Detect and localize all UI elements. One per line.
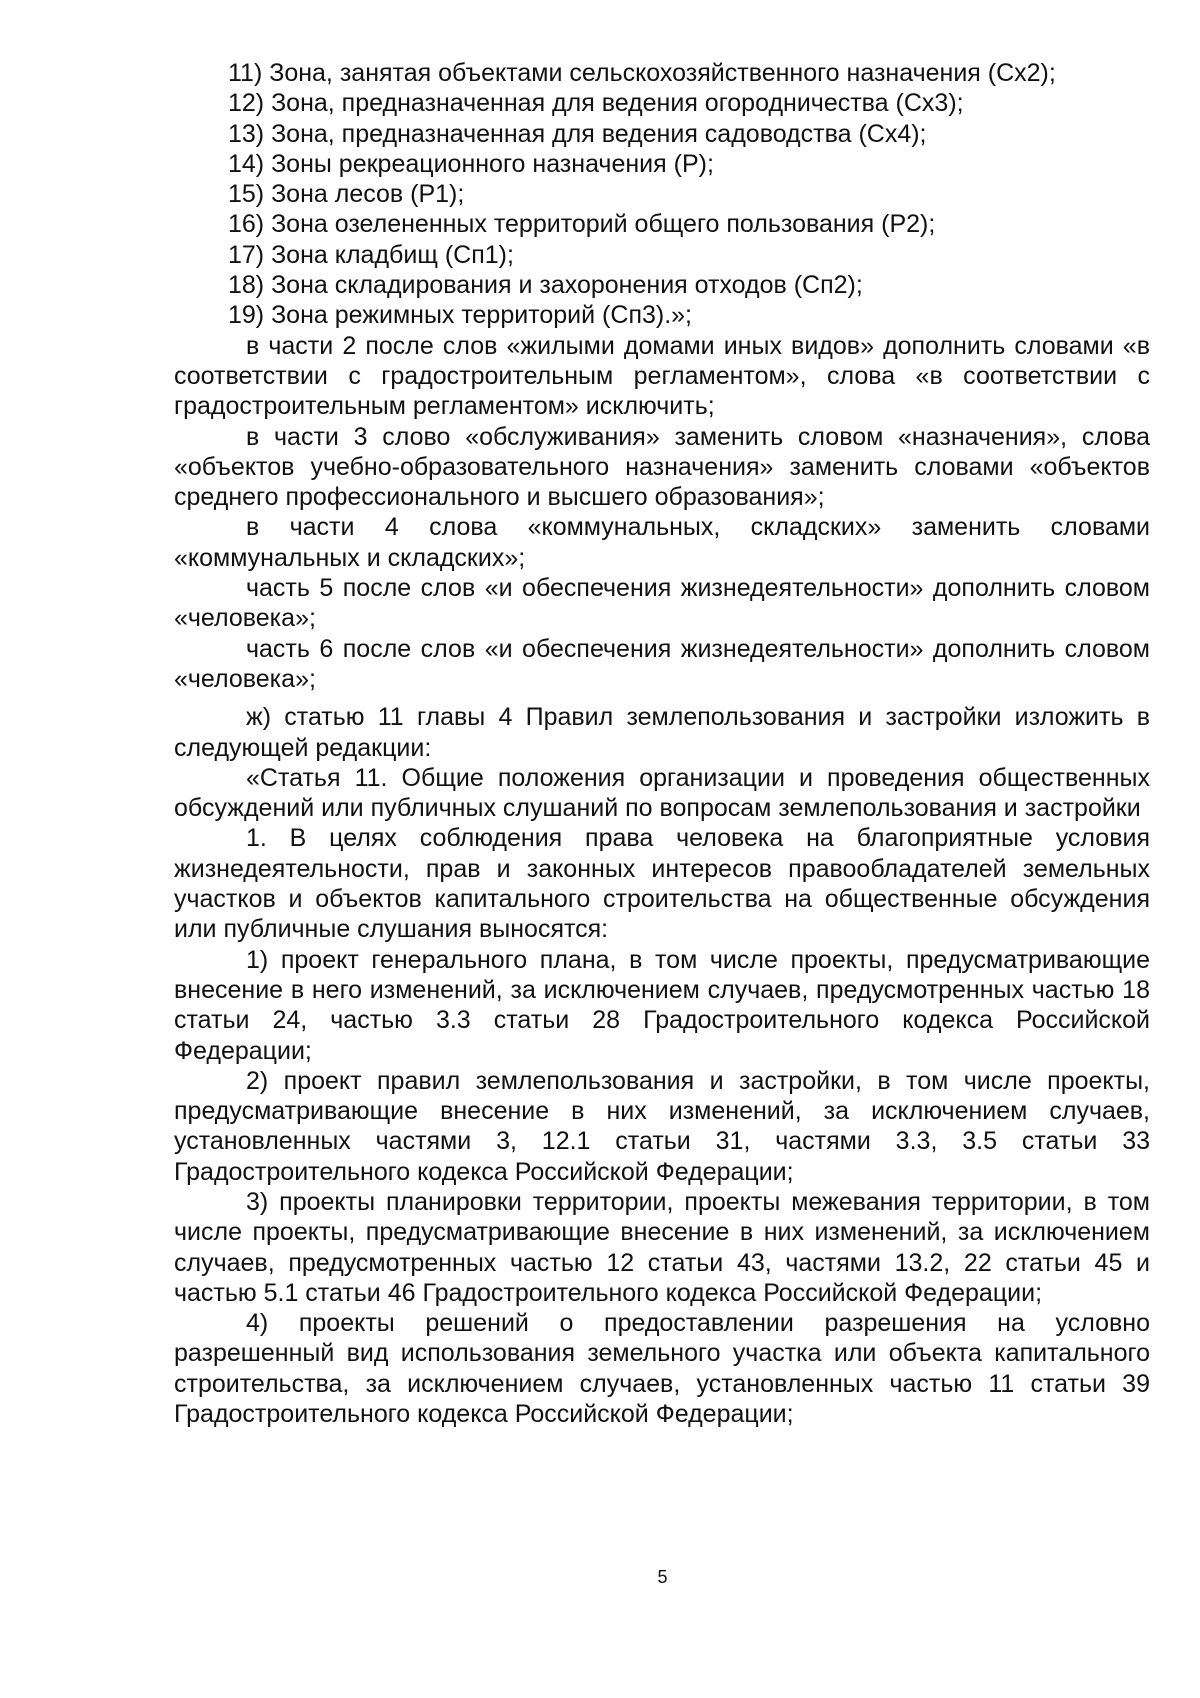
document-page xyxy=(174,58,1150,1429)
amendment-paragraph: в части 4 слова «коммунальных, складских» заменить словами «коммунальных и складских»; xyxy=(174,513,1150,572)
zone-item: 13) Зона, предназначенная для ведения садоводства (Сх4); xyxy=(228,119,927,148)
zone-list xyxy=(174,58,1150,331)
section-zh-paragraph: ж) статью 11 главы 4 Правил землепользования и застройки изложить в следующей редакции: xyxy=(174,703,1150,762)
zone-item: 11) Зона, занятая объектами сельскохозяйственного назначения (Сх2); xyxy=(228,59,1056,87)
article-clause: 1) проект генерального плана, в том числе проекты, предусматривающие внесение в него изменений, за исключением случаев, предусмотренных частью 18 статьи 24, частью 3.3 статьи 28 Градостроительного кодекса Российской Федерации; xyxy=(174,945,1150,1065)
amendment-paragraph: часть 6 после слов «и обеспечения жизнедеятельности» дополнить словом «человека»; xyxy=(174,634,1150,693)
amendment-paragraph: часть 5 после слов «и обеспечения жизнедеятельности» дополнить словом «человека»; xyxy=(174,574,1150,633)
zone-item: 18) Зона складирования и захоронения отходов (Сп2); xyxy=(228,271,863,300)
zone-item: 16) Зона озелененных территорий общего пользования (Р2); xyxy=(228,210,936,239)
article-title: «Статья 11. Общие положения организации и проведения общественных обсуждений или публичных слушаний по вопросам землепользования и застройки xyxy=(174,763,1150,823)
article-clause: 3) проекты планировки территории, проекты межевания территории, в том числе проекты, предусматривающие внесение в них изменений, за исключением случаев, предусмотренных частью 12 статьи 43, частями 13.2, 22 статьи 45 и частью 5.1 статьи 46 Градостроительного кодекса Российской Федерации; xyxy=(174,1187,1150,1307)
zone-item: 12) Зона, предназначенная для ведения огородничества (Сх3); xyxy=(228,89,964,118)
amendment-paragraph: в части 3 слово «обслуживания» заменить словом «назначения», слова «объектов учебно-образовательного назначения» заменить словами «объектов среднего профессионального и высшего образования»; xyxy=(174,422,1150,512)
amendment-paragraph: в части 2 после слов «жилыми домами иных видов» дополнить словами «в соответствии с градостроительным регламентом», слова «в соответствии с градостроительным регламентом» исключить; xyxy=(174,331,1150,421)
page-number: 5 xyxy=(657,1567,668,1587)
article-clause: 4) проекты решений о предоставлении разрешения на условно разрешенный вид использования земельного участка или объекта капитального строительства, за исключением случаев, установленных частью 11 статьи 39 Градостроительного кодекса Российской Федерации; xyxy=(174,1309,1150,1429)
article-clause: 2) проект правил землепользования и застройки, в том числе проекты, предусматривающие внесение в них изменений, за исключением случаев, установленных частями 3, 12.1 статьи 31, частями 3.3, 3.5 статьи 33 Градостроительного кодекса Российской Федерации; xyxy=(174,1066,1150,1186)
zone-item: 19) Зона режимных территорий (Сп3).»; xyxy=(228,301,693,330)
article-clause: 1. В целях соблюдения права человека на благоприятные условия жизнедеятельности, прав и законных интересов правообладателей земельных участков и объектов капитального строительства на общественные обсуждения или публичные слушания выносятся: xyxy=(174,824,1150,944)
zone-item: 17) Зона кладбищ (Сп1); xyxy=(228,240,514,269)
zone-item: 15) Зона лесов (Р1); xyxy=(228,180,465,209)
zone-item: 14) Зоны рекреационного назначения (Р); xyxy=(228,149,714,178)
